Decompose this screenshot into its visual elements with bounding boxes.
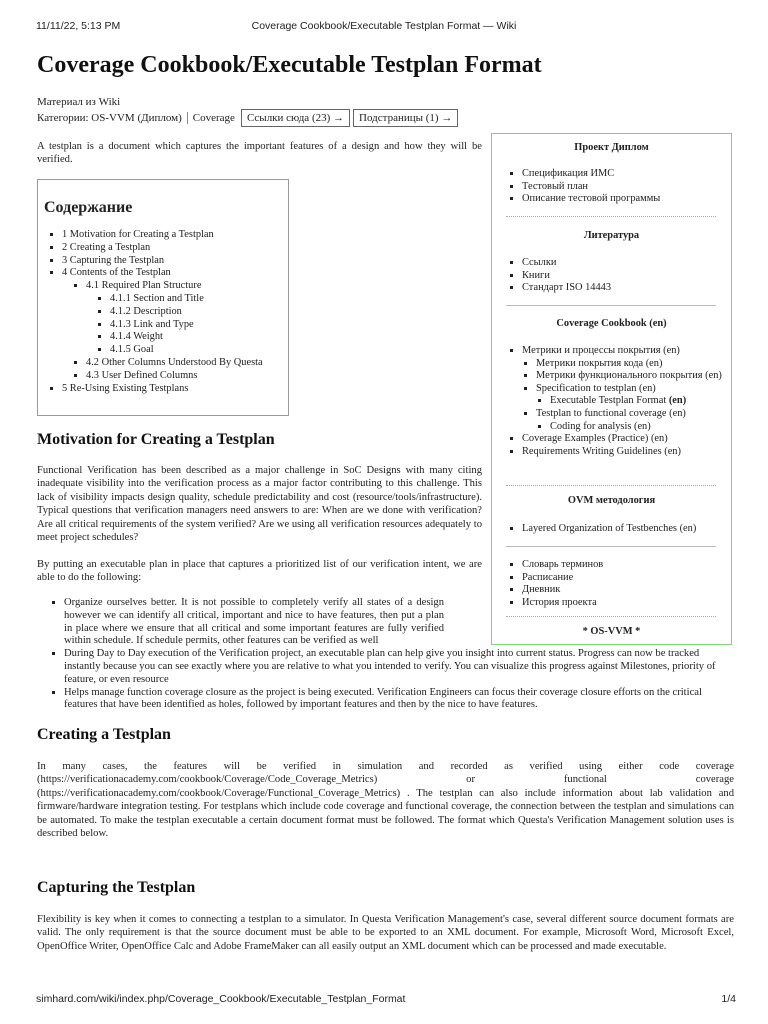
sidebar-link[interactable]: ▪ Requirements Writing Guidelines (en)	[522, 446, 732, 459]
category-link-coverage[interactable]: Coverage	[192, 112, 235, 124]
source-note: Материал из Wiki	[37, 96, 121, 108]
sidebar-title-cookbook: Coverage Cookbook (en)	[556, 318, 667, 329]
sidebar-divider	[506, 305, 716, 306]
capturing-heading: Capturing the Testplan	[37, 879, 196, 896]
sidebar-divider	[506, 616, 716, 617]
creating-paragraph: In many cases, the features will be verified in simulation and recorded as verified using either code coverage (https://verificationacademy.com/cookbook/Coverage/Code_Coverage_Metrics) or functional coverage (https://verificationacademy.com/cookbook/Coverage/Functional_Coverage_Metrics) . The testplan can also include information about lab validation and firmware/hardware integration testing. For testplans which include code coverage and functional coverage, the connection between the testplan and simulations can be automated. To make the testplan executable a certain document format must be followed. The format which Questa's Verification Management solution uses is described below.	[37, 761, 734, 840]
sidebar-project-list	[506, 168, 660, 206]
print-date: 11/11/22, 5:13 PM	[36, 20, 121, 32]
toc-title: Содержание	[44, 199, 133, 216]
sidebar-cookbook-list	[506, 345, 732, 458]
sidebar-footer: * OS-VVM *	[582, 626, 641, 637]
subpages-button[interactable]: Подстраницы (1) →	[353, 109, 458, 127]
sidebar-link[interactable]: ▪ Стандарт ISO 14443	[522, 282, 611, 295]
sidebar-divider	[506, 216, 716, 217]
sidebar-link[interactable]: ▪ Layered Organization of Testbenches (en)	[522, 523, 696, 536]
backlinks-button[interactable]: Ссылки сюда (23) →	[241, 109, 350, 127]
toc-item[interactable]: ▪ 4.1.1 Section and Title	[110, 293, 282, 306]
intro-paragraph: A testplan is a document which captures the important features of a design and how they will be verified.	[37, 141, 482, 166]
toc-item[interactable]: ▪ 4.1.2 Description	[110, 306, 282, 319]
list-item: ▪ During Day to Day execution of the Verification project, an executable plan can help give you insight into current status. Progress can now be tracked instantly because you can see exactly where you are relative to what you intended to verify. You can visualize this progress against Milestones, priority of feature, or even resource	[64, 648, 732, 686]
sidebar-link[interactable]: ▪ Coding for analysis (en)	[550, 421, 732, 434]
sidebar-link[interactable]: ▪ Словарь терминов	[522, 559, 603, 572]
toc-item[interactable]: ▪ 4.1.3 Link and Type	[110, 319, 282, 332]
categories-label: Категории:	[37, 112, 89, 124]
category-separator	[187, 112, 188, 124]
toc-item[interactable]: ▪ 4.2 Other Columns Understood By Questa	[86, 357, 282, 370]
navigation-sidebar	[491, 133, 732, 645]
toc-item[interactable]: ▪ 4.1.5 Goal	[110, 344, 282, 357]
toc-item[interactable]: ▪ 2 Creating a Testplan	[62, 242, 282, 255]
sidebar-link[interactable]: ▪ Метрики и процессы покрытия (en) ▪ Метрики покрытия кода (en) ▪ Метрики функционального покрытия (en) ▪ Specification to testplan (en) ▪ Executable Testplan Format (en) ▪ Testplan to functional coverage (en) ▪ Coding for analysis (en)	[522, 345, 732, 433]
sidebar-link[interactable]: ▪ Описание тестовой программы	[522, 193, 660, 206]
sidebar-title-ovm: OVM методология	[567, 495, 656, 506]
print-url: simhard.com/wiki/index.php/Coverage_Cookbook/Executable_Testplan_Format	[36, 993, 406, 1005]
toc-item[interactable]: ▪ 4.3 User Defined Columns	[86, 370, 282, 383]
sidebar-ovm-list	[506, 523, 696, 536]
creating-heading: Creating a Testplan	[37, 726, 171, 743]
sidebar-link[interactable]: ▪ Testplan to functional coverage (en) ▪ Coding for analysis (en)	[536, 408, 732, 433]
sidebar-link[interactable]: ▪ Specification to testplan (en) ▪ Executable Testplan Format (en)	[536, 383, 732, 408]
sidebar-misc-list	[506, 559, 603, 609]
sidebar-link[interactable]: ▪ Книги	[522, 270, 611, 283]
list-item: ▪ Helps manage function coverage closure as the project is being executed. Verification Engineers can focus their coverage closure efforts on the critical features that have been identified as holes, followed by important features and then by the nice to have features.	[64, 687, 732, 713]
page-number: 1/4	[721, 993, 736, 1005]
motivation-paragraph-2: By putting an executable plan in place that captures a prioritized list of our verification intent, we are able to do the following:	[37, 559, 482, 584]
page-title: Coverage Cookbook/Executable Testplan Format	[37, 52, 542, 78]
motivation-paragraph-1: Functional Verification has been described as a major challenge in SoC Designs with many citing inadequate visibility into the verification process as a major factor contributing to this challenge. This lack of visibility impacts design quality, schedule predictability and cost (resource/tools/infrastructure). Typical questions that verification managers need answers to are: When are we done with verification? Are all critical requirements of the system verified? Are we using all verification resources adequately to meet project schedules?	[37, 465, 482, 544]
sidebar-link[interactable]: ▪ Дневник	[522, 584, 603, 597]
sidebar-title-project: Проект Диплом	[574, 142, 649, 153]
page-meta	[37, 95, 458, 127]
sidebar-link[interactable]: ▪ Расписание	[522, 572, 603, 585]
capturing-paragraph: Flexibility is key when it comes to connecting a testplan to a simulator. In Questa Verification Management's case, several different source document formats are valid. The only requirement is that the source document must be able to be exported to an XML document. For example, Microsoft Word, Microsoft Excel, OpenOffice Writer, OpenOffice Calc and Adobe FrameMaker can all easily output an XML document which can be processed and made executable.	[37, 914, 734, 952]
sidebar-link[interactable]: ▪ Метрики покрытия кода (en)	[536, 358, 732, 371]
toc-item[interactable]: ▪ 4.1 Required Plan Structure ▪ 4.1.1 Section and Title ▪ 4.1.2 Description ▪ 4.1.3 Link and Type ▪ 4.1.4 Weight ▪ 4.1.5 Goal	[86, 280, 282, 357]
toc-item[interactable]: ▪ 3 Capturing the Testplan	[62, 255, 282, 268]
sidebar-divider	[506, 485, 716, 486]
sidebar-link[interactable]: ▪ Ссылки	[522, 257, 611, 270]
toc-item[interactable]: ▪ 4 Contents of the Testplan ▪ 4.1 Required Plan Structure ▪ 4.1.1 Section and Title ▪ 4.1.2 Description ▪ 4.1.3 Link and Type ▪ 4.1.4 Weight ▪ 4.1.5 Goal ▪ 4.2 Other Columns Understood By Questa ▪ 4.3 User Defined Columns	[62, 267, 282, 382]
sidebar-literature-list	[506, 257, 611, 295]
sidebar-title-literature: Литература	[583, 230, 640, 241]
list-item: ▪ Organize ourselves better. It is not possible to completely verify all states of a design however we can identify all critical, important and nice to have features, then put a plan in place where we ensure that all critical and some important features are fully verified within schedule. If schedule permits, other features can be verified as well	[64, 597, 444, 648]
sidebar-divider	[506, 546, 716, 547]
toc-item[interactable]: ▪ 4.1.4 Weight	[110, 331, 282, 344]
category-link-osvvm[interactable]: OS-VVM (Диплом)	[91, 112, 182, 124]
sidebar-link[interactable]: ▪ Метрики функционального покрытия (en)	[536, 370, 732, 383]
print-title: Coverage Cookbook/Executable Testplan Format — Wiki	[251, 20, 517, 32]
sidebar-link[interactable]: ▪ Coverage Examples (Practice) (en)	[522, 433, 732, 446]
toc-item[interactable]: ▪ 5 Re-Using Existing Testplans	[62, 383, 282, 396]
sidebar-link[interactable]: ▪ Спецификация ИМС	[522, 168, 660, 181]
sidebar-current-page: ▪ Executable Testplan Format (en)	[550, 395, 732, 408]
motivation-heading: Motivation for Creating a Testplan	[37, 431, 275, 448]
categories-bar	[37, 109, 458, 127]
table-of-contents	[37, 179, 289, 416]
toc-item[interactable]: ▪ 1 Motivation for Creating a Testplan	[62, 229, 282, 242]
sidebar-link[interactable]: ▪ История проекта	[522, 597, 603, 610]
intro-block	[37, 140, 482, 167]
sidebar-link[interactable]: ▪ Тестовый план	[522, 181, 660, 194]
